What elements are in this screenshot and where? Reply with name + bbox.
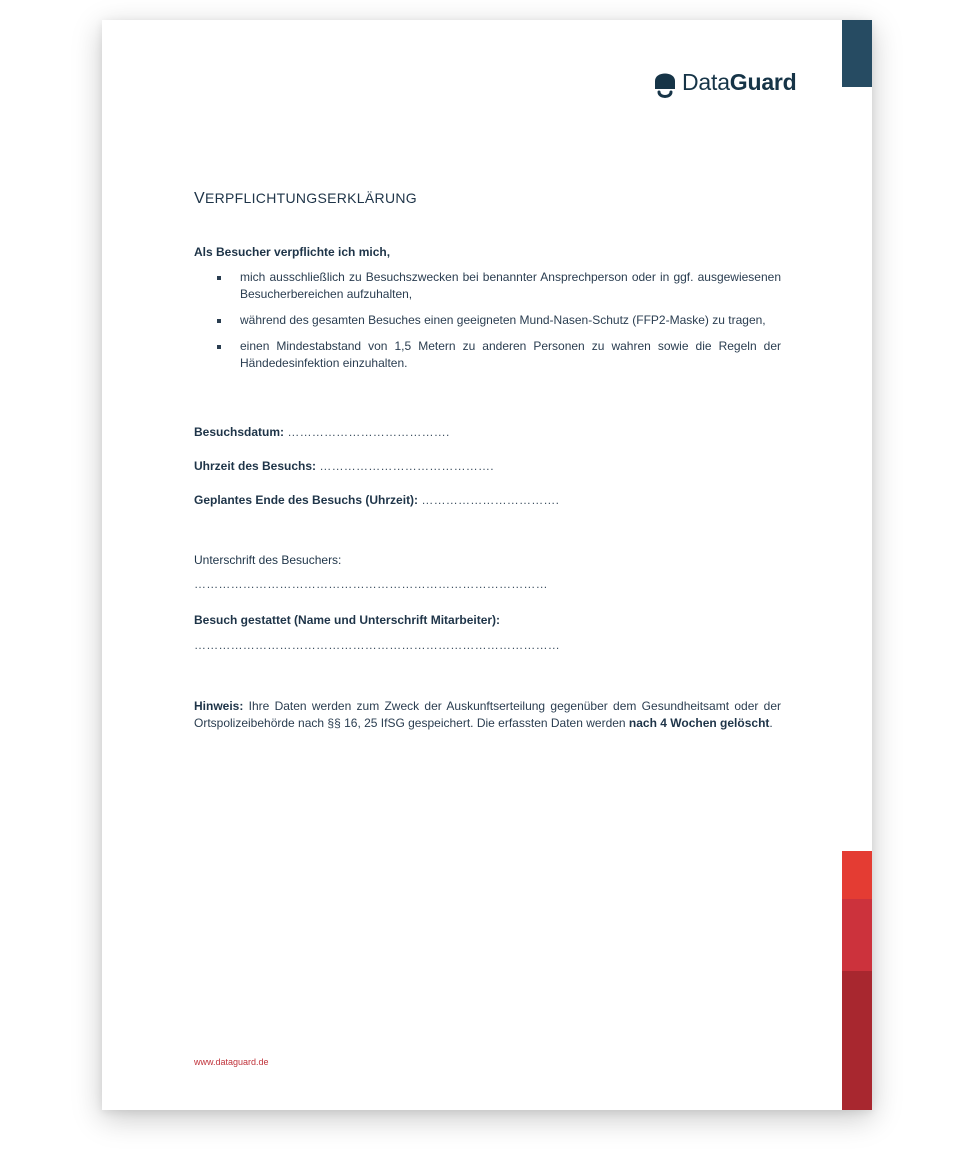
bullet-square-icon xyxy=(217,319,221,323)
title-rest: ERPFLICHTUNGSERKLÄRUNG xyxy=(204,190,417,206)
obligation-text: einen Mindestabstand von 1,5 Metern zu anderen Personen zu wahren sowie die Regeln der Händedesinfektion einzuhalten. xyxy=(240,339,781,370)
obligation-text: mich ausschließlich zu Besuchszwecken bei benannter Ansprechperson oder in ggf. ausgewiesenen Besucherbereichen aufzuhalten, xyxy=(240,270,781,301)
visit-end-blank[interactable]: ……………………………. xyxy=(421,493,560,507)
document-title xyxy=(194,190,417,208)
footer-website-link[interactable]: www.dataguard.de xyxy=(194,1057,269,1067)
bullet-square-icon xyxy=(217,345,221,349)
visit-time-blank[interactable]: ……………………………………. xyxy=(319,459,494,473)
visit-time-field xyxy=(194,459,494,473)
dataguard-logo xyxy=(654,65,797,99)
visit-end-field xyxy=(194,493,559,507)
logo-word-guard: Guard xyxy=(729,68,797,95)
obligation-item xyxy=(194,338,781,372)
side-stripe-red xyxy=(842,851,872,899)
approval-signature-label: Besuch gestattet (Name und Unterschrift Mitarbeiter): xyxy=(194,613,501,627)
dataguard-logo-icon xyxy=(654,65,676,99)
notice-emphasis: nach 4 Wochen gelöscht xyxy=(628,716,770,730)
visit-end-label: Geplantes Ende des Besuchs (Uhrzeit): xyxy=(194,493,419,507)
side-stripe-crimson xyxy=(842,899,872,971)
obligation-item xyxy=(194,312,781,329)
visit-date-field xyxy=(194,425,450,439)
obligation-text: während des gesamten Besuches einen geeigneten Mund-Nasen-Schutz (FFP2-Maske) zu tragen, xyxy=(240,313,766,327)
notice-text: Ihre Daten werden zum Zweck der Auskunftserteilung gegenüber dem Gesundheitsamt oder der Ortspolizeibehörde nach §§ 16, 25 IfSG gespeichert. Die erfassten Daten werden xyxy=(194,699,781,730)
corner-accent-bar xyxy=(842,20,872,87)
visit-date-label: Besuchsdatum: xyxy=(194,425,285,439)
notice-end: . xyxy=(769,716,773,730)
title-initial: V xyxy=(194,190,205,207)
data-privacy-notice xyxy=(194,698,781,732)
logo-wordmark xyxy=(682,69,797,96)
side-stripe-dark-red xyxy=(842,971,872,1110)
document-page xyxy=(102,20,872,1110)
visit-time-label: Uhrzeit des Besuchs: xyxy=(194,459,317,473)
visit-date-blank[interactable]: …………………………………. xyxy=(287,425,450,439)
logo-word-data: Data xyxy=(682,68,730,95)
visitor-signature-line[interactable]: …………………………………………………………………………… xyxy=(194,577,548,591)
obligations-list xyxy=(194,269,781,381)
approval-signature-line[interactable]: ……………………………………………………………………………… xyxy=(194,638,560,652)
notice-label: Hinweis: xyxy=(194,699,244,713)
bullet-square-icon xyxy=(217,276,221,280)
obligation-item xyxy=(194,269,781,303)
visitor-signature-label: Unterschrift des Besuchers: xyxy=(194,553,342,567)
intro-text: Als Besucher verpflichte ich mich, xyxy=(194,245,391,259)
